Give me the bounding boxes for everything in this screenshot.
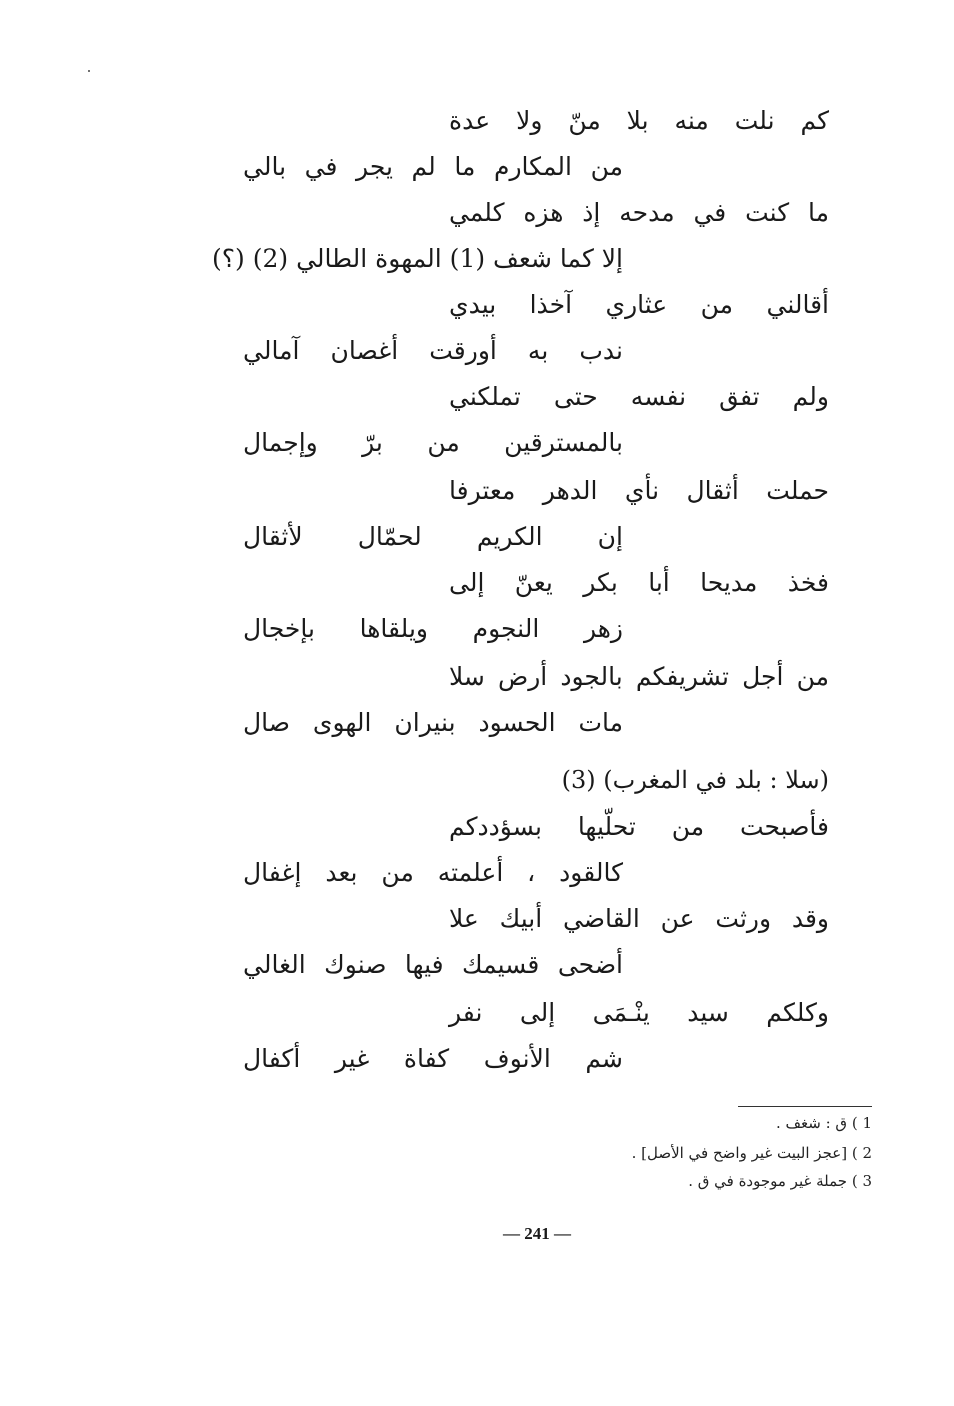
inline-note: (سلا : بلد في المغرب) (3) xyxy=(561,766,829,794)
verse-8-first-hemistich: فأصبحت من تحلّيها بسؤددكم xyxy=(449,812,829,841)
verse-1-second-hemistich: من المكارم ما لم يجر في بالي xyxy=(243,152,623,181)
verse-5-second-hemistich: إن الكريم لحمّال لأثقال xyxy=(243,522,623,551)
verse-10-second-hemistich: شم الأنوف كفاة غير أكفال xyxy=(243,1044,623,1073)
footnote-1: 1 ) ق : شغف . xyxy=(775,1114,872,1132)
verse-1-first-hemistich: كم نلت منه بلا منّ ولا عدة xyxy=(449,106,829,135)
verse-2-second-hemistich: إلا كما شعف (1) المهوة الطالي (2) (؟) xyxy=(212,244,623,273)
footnote-3: 3 ) جملة غير موجودة في ق . xyxy=(688,1172,872,1190)
verse-3-second-hemistich: ندب به أورقت أغصان آمالي xyxy=(243,336,623,365)
verse-7-second-hemistich: مات الحسود بنيران الهوى صال xyxy=(243,708,623,737)
verse-6-second-hemistich: زهر النجوم ويلقاها بإخجال xyxy=(243,614,623,643)
footnote-2: 2 ) [عجز البيت غير واضح في الأصل] . xyxy=(631,1144,872,1162)
verse-9-first-hemistich: وقد ورثت عن القاضي أبيك علا xyxy=(449,904,829,933)
verse-5-first-hemistich: حملت أثقال نأي الدهر معترفا xyxy=(449,476,829,505)
verse-4-first-hemistich: ولم تفق نفسه حتى تملكني xyxy=(449,382,829,411)
verse-6-first-hemistich: فخذ مديحا أبا بكر يعنّ إلى xyxy=(449,568,829,597)
verse-3-first-hemistich: أقالني من عثاري آخذا بيدي xyxy=(449,290,829,319)
page-number: — 241 — xyxy=(503,1224,571,1243)
footnote-divider xyxy=(738,1106,872,1107)
page-speck xyxy=(88,70,90,72)
verse-10-first-hemistich: وكلكم سيد ينْـمَى إلى نفر xyxy=(449,998,829,1027)
verse-8-second-hemistich: كالقود ، أعلمته من بعد إغفال xyxy=(243,858,623,887)
verse-9-second-hemistich: أضحى قسيمك فيها صنوك الغالي xyxy=(243,950,623,979)
verse-2-first-hemistich: ما كنت في مدحه إذ هزه كلمي xyxy=(449,198,829,227)
verse-7-first-hemistich: من أجل تشريفكم بالجود أرض سلا xyxy=(449,662,829,691)
verse-4-second-hemistich: بالمسترقين من برّ وإجمال xyxy=(243,428,623,457)
